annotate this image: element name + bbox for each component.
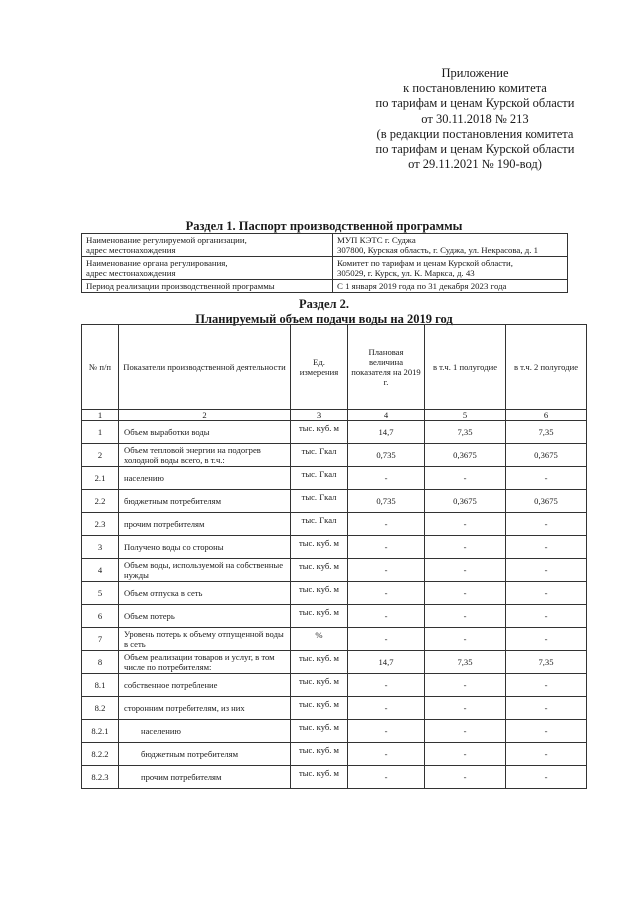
passport-row [82, 257, 568, 280]
row-half2-value: 0,3675 [506, 444, 587, 467]
row-half2-value: 7,35 [506, 651, 587, 674]
row-half1-value: - [425, 605, 506, 628]
passport-label: Наименование органа регулирования, [86, 258, 228, 268]
column-numbers-row [82, 410, 587, 421]
col-header-half2: в т.ч. 2 полугодие [506, 325, 587, 410]
passport-label: адрес местонахождения [86, 268, 176, 278]
row-number: 8.2.1 [82, 720, 119, 743]
passport-value-cell [333, 257, 568, 280]
table-row [82, 444, 587, 467]
row-half2-value: - [506, 513, 587, 536]
row-unit: тыс. куб. м [291, 697, 348, 720]
row-half1-value: - [425, 720, 506, 743]
row-half1-value: - [425, 743, 506, 766]
table-row [82, 536, 587, 559]
table-row [82, 720, 587, 743]
row-plan-value: 14,7 [348, 421, 425, 444]
row-half1-value: - [425, 513, 506, 536]
passport-value: С 1 января 2019 года по 31 декабря 2023 года [337, 281, 507, 291]
row-unit: тыс. Гкал [291, 444, 348, 467]
row-half1-value: - [425, 674, 506, 697]
row-half1-value: 7,35 [425, 651, 506, 674]
passport-table [81, 233, 568, 293]
row-half1-value: - [425, 582, 506, 605]
row-half1-value: - [425, 536, 506, 559]
row-half2-value: - [506, 536, 587, 559]
passport-value: МУП КЭТС г. Суджа [337, 235, 416, 245]
passport-value-cell [333, 280, 568, 293]
row-unit: тыс. Гкал [291, 467, 348, 490]
passport-label: адрес местонахождения [86, 245, 176, 255]
row-indicator: населению [119, 467, 291, 490]
row-number: 1 [82, 421, 119, 444]
row-number: 6 [82, 605, 119, 628]
row-unit: тыс. куб. м [291, 720, 348, 743]
row-plan-value: - [348, 536, 425, 559]
row-plan-value: - [348, 582, 425, 605]
appendix-line: к постановлению комитета [403, 81, 547, 96]
passport-value: 307800, Курская область, г. Суджа, ул. Некрасова, д. 1 [337, 245, 539, 255]
table-row [82, 582, 587, 605]
table-row [82, 490, 587, 513]
col-number: 6 [506, 410, 587, 421]
row-half1-value: - [425, 467, 506, 490]
row-half2-value: - [506, 674, 587, 697]
row-indicator: Объем тепловой энергии на подогрев холодной воды всего, в т.ч.: [119, 444, 291, 467]
col-header-num: № п/п [82, 325, 119, 410]
row-number: 8.2.3 [82, 766, 119, 789]
row-plan-value: - [348, 743, 425, 766]
col-number: 1 [82, 410, 119, 421]
row-indicator: Получено воды со стороны [119, 536, 291, 559]
row-plan-value: - [348, 674, 425, 697]
row-indicator: сторонним потребителям, из них [119, 697, 291, 720]
section2-subtitle: Планируемый объем подачи воды на 2019 год [195, 312, 453, 326]
table-row [82, 513, 587, 536]
row-half2-value: - [506, 628, 587, 651]
col-header-plan: Плановая величина показателя на 2019 г. [348, 325, 425, 410]
row-indicator: населению [119, 720, 291, 743]
row-unit: % [291, 628, 348, 651]
row-half2-value: - [506, 582, 587, 605]
passport-label: Наименование регулируемой организации, [86, 235, 247, 245]
row-unit: тыс. Гкал [291, 490, 348, 513]
appendix-line: по тарифам и ценам Курской области [375, 142, 575, 157]
row-half2-value: - [506, 467, 587, 490]
col-header-unit: Ед. измерения [291, 325, 348, 410]
row-plan-value: - [348, 720, 425, 743]
appendix-line: (в редакции постановления комитета [376, 126, 574, 141]
passport-row [82, 280, 568, 293]
row-plan-value: - [348, 513, 425, 536]
row-unit: тыс. куб. м [291, 536, 348, 559]
row-half2-value: - [506, 766, 587, 789]
row-number: 8 [82, 651, 119, 674]
table-row [82, 605, 587, 628]
row-half1-value: 7,35 [425, 421, 506, 444]
row-half2-value: - [506, 559, 587, 582]
row-unit: тыс. куб. м [291, 674, 348, 697]
row-plan-value: - [348, 697, 425, 720]
table-row [82, 467, 587, 490]
row-half2-value: - [506, 720, 587, 743]
passport-label-cell [82, 257, 333, 280]
row-half1-value: - [425, 766, 506, 789]
row-indicator: Объем реализации товаров и услуг, в том числе по потребителям: [119, 651, 291, 674]
row-number: 2 [82, 444, 119, 467]
row-half2-value: - [506, 605, 587, 628]
passport-label-cell [82, 280, 333, 293]
row-indicator: бюджетным потребителям [119, 743, 291, 766]
row-number: 8.2.2 [82, 743, 119, 766]
appendix-line: от 30.11.2018 № 213 [421, 111, 529, 126]
row-unit: тыс. куб. м [291, 605, 348, 628]
row-unit: тыс. куб. м [291, 766, 348, 789]
row-half2-value: 7,35 [506, 421, 587, 444]
row-unit: тыс. куб. м [291, 743, 348, 766]
row-plan-value: - [348, 467, 425, 490]
row-half1-value: 0,3675 [425, 490, 506, 513]
row-indicator: Объем потерь [119, 605, 291, 628]
row-plan-value: - [348, 605, 425, 628]
row-plan-value: - [348, 628, 425, 651]
row-half2-value: - [506, 697, 587, 720]
row-unit: тыс. куб. м [291, 421, 348, 444]
row-number: 3 [82, 536, 119, 559]
row-indicator: прочим потребителям [119, 513, 291, 536]
volume-table [81, 324, 587, 789]
table-row [82, 651, 587, 674]
row-plan-value: - [348, 559, 425, 582]
section2-heading [80, 297, 568, 327]
row-number: 8.1 [82, 674, 119, 697]
appendix-line: Приложение [441, 66, 509, 80]
row-unit: тыс. куб. м [291, 559, 348, 582]
col-header-half1: в т.ч. 1 полугодие [425, 325, 506, 410]
passport-value: 305029, г. Курск, ул. К. Маркса, д. 43 [337, 268, 475, 278]
passport-value: Комитет по тарифам и ценам Курской области, [337, 258, 513, 268]
row-indicator: Объем отпуска в сеть [119, 582, 291, 605]
row-half1-value: - [425, 559, 506, 582]
row-indicator: прочим потребителям [119, 766, 291, 789]
table-row [82, 559, 587, 582]
row-number: 4 [82, 559, 119, 582]
row-half1-value: - [425, 628, 506, 651]
row-number: 2.2 [82, 490, 119, 513]
row-plan-value: 14,7 [348, 651, 425, 674]
appendix-line: по тарифам и ценам Курской области [375, 96, 575, 111]
row-unit: тыс. Гкал [291, 513, 348, 536]
col-number: 4 [348, 410, 425, 421]
row-number: 7 [82, 628, 119, 651]
table-row [82, 697, 587, 720]
row-indicator: Объем воды, используемой на собственные нужды [119, 559, 291, 582]
passport-label: Период реализации производственной программы [86, 281, 275, 291]
section1-title: Раздел 1. Паспорт производственной программы [185, 219, 463, 233]
row-unit: тыс. куб. м [291, 582, 348, 605]
row-half1-value: - [425, 697, 506, 720]
row-number: 2.1 [82, 467, 119, 490]
appendix-line: от 29.11.2021 № 190-вод) [408, 157, 542, 172]
row-indicator: Объем выработки воды [119, 421, 291, 444]
section2-title: Раздел 2. [298, 297, 350, 311]
table-row [82, 674, 587, 697]
table-row [82, 743, 587, 766]
row-half1-value: 0,3675 [425, 444, 506, 467]
row-indicator: собственное потребление [119, 674, 291, 697]
row-half2-value: - [506, 743, 587, 766]
row-number: 5 [82, 582, 119, 605]
passport-value-cell [333, 234, 568, 257]
table-row [82, 628, 587, 651]
row-indicator: бюджетным потребителям [119, 490, 291, 513]
row-number: 8.2 [82, 697, 119, 720]
table-row [82, 766, 587, 789]
passport-row [82, 234, 568, 257]
row-number: 2.3 [82, 513, 119, 536]
row-plan-value: 0,735 [348, 490, 425, 513]
col-number: 3 [291, 410, 348, 421]
table-row [82, 421, 587, 444]
passport-label-cell [82, 234, 333, 257]
appendix-block [340, 66, 610, 172]
table-header-row [82, 325, 587, 410]
row-indicator: Уровень потерь к объему отпущенной воды в сеть [119, 628, 291, 651]
row-plan-value: - [348, 766, 425, 789]
col-number: 2 [119, 410, 291, 421]
row-half2-value: 0,3675 [506, 490, 587, 513]
row-unit: тыс. куб. м [291, 651, 348, 674]
col-header-indicator: Показатели производственной деятельности [119, 325, 291, 410]
col-number: 5 [425, 410, 506, 421]
row-plan-value: 0,735 [348, 444, 425, 467]
